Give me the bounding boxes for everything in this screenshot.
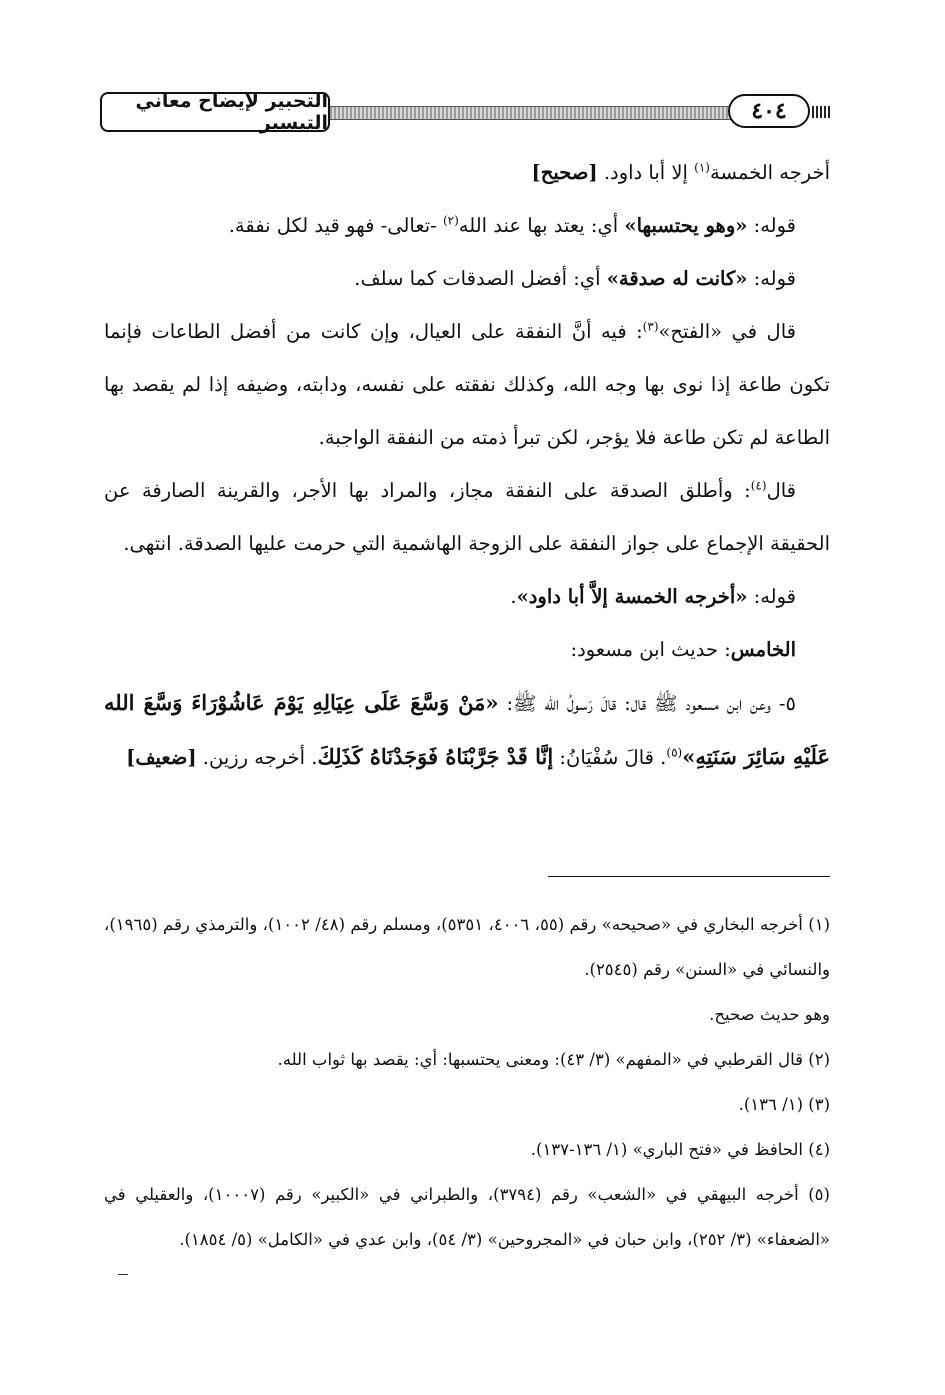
footnote-1: (١) أخرجه البخاري في «صحيحه» رقم (٥٥، ٤٠٠٦، ٥٣٥١)، ومسلم رقم (٤٨/ ١٠٠٢)، والترمذي رقم (١٩٦٥)، والنسائي في «السنن» رقم (٢٥٤٥).: [104, 915, 830, 979]
text-span: قال في «الفتح»: [658, 320, 796, 343]
footnotes: [104, 902, 830, 1262]
text-span: : وأطلق الصدقة على النفقة مجاز، والمراد بها الأجر، والقرينة الصارفة عن الحقيقة الإجماع على جواز النفقة على الزوجة الهاشمية التي حرمت عليها الصدقة. انتهى.: [104, 479, 830, 555]
header-ornament-band: [330, 106, 780, 120]
footnote-5: (٥) أخرجه البيهقي في «الشعب» رقم (٣٧٩٤)، والطبراني في «الكبير» رقم (١٠٠٠٧)، والعقيلي في «الضعفاء» (٣/ ٢٥٢)، وابن حبان في «المجروحين» (٣/ ٥٤)، وابن عدي في «الكامل» (٥/ ١٨٥٤).: [104, 1185, 830, 1249]
text-span: قال: [766, 479, 796, 502]
hadith-text: «مَنْ وَسَّعَ عَلَى عِيَالِهِ يَوْمَ عَاشُوْرَاءَ وَسَّعَ الله عَلَيْهِ سَائِرَ سَنَتِهِ»: [104, 690, 830, 769]
paragraph-5: [104, 464, 830, 570]
text-span: إلا أبا داود.: [597, 161, 695, 184]
footnote-ref: (٣): [642, 319, 659, 334]
page-number-frame: [728, 94, 810, 128]
main-text: [104, 146, 830, 784]
footnote-separator: [548, 876, 830, 877]
page-number: ٤٠٤: [751, 98, 787, 124]
footnote-3: (٣) (١/ ١٣٦).: [738, 1095, 830, 1114]
text-span: ٥- وعن ابن مسعود ﷺ قال: قالَ رَسولُ الله ﷺ:: [498, 692, 796, 715]
running-header: [100, 92, 830, 136]
book-title: التحبير لإيضاح معاني التيسير: [135, 90, 328, 134]
section-heading: الخامس: [730, 638, 796, 661]
quoted-phrase: «أخرجه الخمسة إلاَّ أبا داود»: [516, 585, 748, 608]
page-mark: [118, 1274, 128, 1275]
grade-label: [ضعيف]: [126, 746, 197, 769]
footnote-ref: (٢): [442, 213, 459, 228]
paragraph-6: [104, 570, 830, 623]
footnote-ref: (١): [694, 160, 710, 175]
text-span: : فيه أنَّ النفقة على العيال، وإن كانت من أفضل الطاعات فإنما تكون طاعة إذا نوى بها وجه الله، وكذلك نفقته على نفسه، ودابته، وضيفه إذا لم يقصد بها الطاعة لم تكن طاعة فلا يؤجر، لكن تبرأ ذمته من النفقة الواجبة.: [104, 320, 830, 449]
header-ornament-mark: [812, 106, 830, 118]
grade-label: [صحيح]: [531, 161, 598, 184]
footnote-ref: (٥): [666, 745, 683, 760]
text-span: : حديث ابن مسعود:: [570, 638, 731, 661]
footnote-4: (٤) الحافظ في «فتح الباري» (١/ ١٣٦-١٣٧).: [530, 1140, 830, 1159]
paragraph-4: [104, 305, 830, 464]
quoted-phrase: «كانت له صدقة»: [606, 267, 748, 290]
text-span: قوله:: [747, 214, 796, 237]
sufyan-quote: إنَّا قَدْ جَرَّبْنَاهُ فَوَجَدْنَاهُ كَذَلِكَ: [317, 744, 554, 769]
paragraph-7: [104, 623, 830, 676]
text-span: .: [510, 585, 517, 608]
text-span: . أخرجه رزين.: [196, 746, 318, 769]
paragraph-1: [104, 146, 830, 199]
quoted-phrase: «وهو يحتسبها»: [624, 214, 748, 237]
text-span: قوله:: [747, 585, 796, 608]
hadith-paragraph: [104, 676, 830, 784]
text-span: -تعالى- فهو قيد لكل نفقة.: [228, 214, 443, 237]
footnote-1-note: وهو حديث صحيح.: [709, 1005, 830, 1024]
text-span: أي: يعتد بها عند الله: [458, 214, 625, 237]
text-span: قوله:: [747, 267, 796, 290]
paragraph-2: [104, 199, 830, 252]
paragraph-3: [104, 252, 830, 305]
footnote-ref: (٤): [750, 478, 767, 493]
text-span: أي: أفضل الصدقات كما سلف.: [354, 267, 607, 290]
header-title-frame: [100, 92, 330, 132]
text-span: . قالَ سُفْيَانُ:: [553, 746, 667, 769]
footnote-2: (٢) قال القرطبي في «المفهم» (٣/ ٤٣): ومعنى يحتسبها: أي: يقصد بها ثواب الله.: [277, 1050, 830, 1069]
text-span: أخرجه الخمسة: [709, 161, 830, 184]
